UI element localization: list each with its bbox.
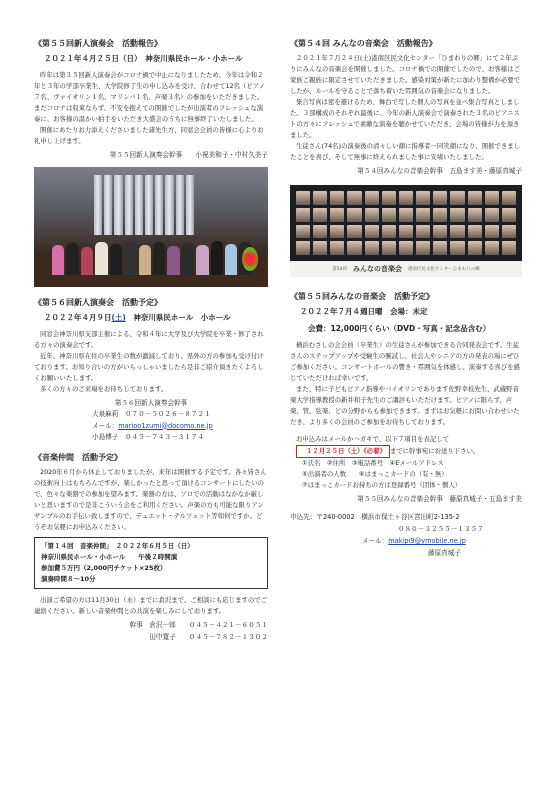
section-heading-55-plan: 《第５５回みんなの音楽会 活動予定》 <box>290 292 434 301</box>
paragraph: 生徒さん(74名)の演奏後の清々しい顔に指導者一同笑顔になり、開催できましたことを喜び、そして無事に終えられました事に安堵いたしました。 <box>290 142 521 161</box>
signature: 第５５回新人演奏会幹事 小祝美和子・中村久美子 <box>109 151 268 159</box>
signature: 第５５回みんなの音楽会幹事 藤原真城子・五島ます美 <box>357 495 522 503</box>
application-items: ①氏名 ②住所 ③電話番号 ④Eメールアドレス ⑤出演者の人数 ⑥はまっこカードの（有・無） ⑦はまっこカードお持ちの方は登録番号（団体・個人） <box>302 459 462 489</box>
paragraph: 横浜むさしの会会員（卒業生）の生徒さんが参加できる合同発表会です。生徒さんのステップアップや受験生の腕試し、社会人やシニアの方の発表の場にぜひご参加ください。コンサートホールの響き・雰囲気を体感し、演奏する喜びを感じていただければ幸いです。 <box>290 341 520 382</box>
signature: 田中寛子 ０４５－７８２－１３０２ <box>149 632 268 641</box>
section-heading-55-report: 《第５５回新人演奏会 活動報告》 <box>34 39 162 48</box>
signature: 第５６回新人演奏会幹事 <box>114 399 188 407</box>
paragraph: 近年、神奈川県在住の卒業生の数が激減しており、県外の方の参加も受け付けております。お知り合いの方がいらっしゃいましたら是非ご紹介頂きたくよろしくお願いいたします。 <box>34 352 264 382</box>
paragraph: 2020年６月から休止しておりましたが、来年は開催する予定です。各々皆さんの技術向上はもちろんですが、楽しかったと思って頂けるコンサートにしたいので、色々な楽器での参加を望みます。楽器の方は、ソロでの活動はなかなか厳しいと思いますので是非こういう会をご利用ください。声楽の方も可能な限りアンサンブルのお手伝い致しますので、デュエット・テルツェット等如何ですか。どうぞお気軽にお申込みください。 <box>34 467 267 531</box>
deadline-line: １２月２５日（土）《必着》 までに幹事宛にお送り下さい。 <box>290 445 522 458</box>
signature: 幹事 倉沢一郎 ０４５－４２１－６０５１ <box>129 620 268 629</box>
paragraph: ２０２１年７月２４日(土)港南区民文化センター「ひまわりの郷」にて２年ぶりにみんなの音楽会を開催しました。コロナ禍での開催でしたので、お客様はご家族ご親族に限定させていただきました。感染対策が新たに加わり整備が必要でしたが、ルールを守ることで落ち着いた雰囲気の音楽会になりました。 <box>290 54 521 95</box>
concert-banner: 第54回 みんなの音楽会 港南区民文化センターひまわりの郷 <box>290 261 522 277</box>
section-date-55-report: ２０２１年４月２５日（日） 神奈川県民ホール・小ホール <box>44 54 243 63</box>
deadline-badge: １２月２５日（土）《必着》 <box>296 445 390 458</box>
organ-pipes <box>94 175 194 235</box>
section-heading-music-friends: 《音楽仲間 活動予定》 <box>34 452 122 462</box>
contact-block: 大泉麻莉 ０７０－５０２６－８７２１ メール：marioo1zumi@docomo.ne.jp 小島博子 ０４５－７４３－３１７４ <box>92 410 213 441</box>
paragraph: 多くの方々のご来場をお待ちしております。 <box>40 385 168 393</box>
participant-photo-grid <box>290 185 522 261</box>
section-heading-54-report: 《第５４回 みんなの音楽会 活動報告》 <box>290 39 437 48</box>
application-address: 申込先：〒240-0002 横浜市保土ヶ谷区宮田町2-135-2 ０８０－３２５５－１３５７ メール：makipi9@ymobile.ne.jp 藤原真城子 <box>290 513 484 557</box>
paragraph: 出演ご希望の方は11月30日（水）までに倉沢まで、ご相談にも応じますのでご連絡ください。新しい音楽仲間との共演を楽しみにしております。 <box>34 595 268 615</box>
paragraph: 昨年は第３５回新人演奏会がコロナ禍で中止になりましたため、今年は令和２年と３年の学部卒業生、大学院修了生の申し込みを受け、合わせて12名（ピアノ７名、ヴァイオリン１名、マリンバ１名、声楽３名）の参加をいただきました。まだコロナは収束ならず、不安を抱えての開催でしたが出演者のフレッシュな演奏に、お客様の温かい拍手をいただき大盛会のうちに無事終了いたしました。 <box>34 71 266 123</box>
right-column <box>290 38 522 559</box>
paragraph: また、特に子どもピアノ指導やバイオリンであります佐野幸枝先生、武蔵野音楽大学指導教授の新井和子先生のご講評もいただけます。ピアノに限らず、声楽、管、弦楽、どの分野からも参加できます。まずはお気軽にお問い合わせいただき、より多くの会員のご参加をお待ちしております。 <box>290 385 520 426</box>
email-link[interactable]: makipi9@ymobile.ne.jp <box>388 537 466 545</box>
section-date-56-plan: ２０２２年４月９日(土) 神奈川県民ホール 小ホール <box>44 313 231 322</box>
flower-bouquet <box>242 247 258 271</box>
event-info-box: 「第１４回 音楽仲間」 ２０２２年６月５日（日） 神奈川県民ホール・小ホール 午後２時開演 参加費５万円（2,000円チケット×25枚） 演奏時間８～10分 <box>34 537 268 589</box>
event-date: ２０２２年７月４週日曜 会場：未定 <box>300 307 428 316</box>
paragraph: 開催にあたりお力添えくださいました諸先生方、同窓会会員の皆様に心よりお礼申し上げます。 <box>34 126 264 145</box>
section-heading-56-plan: 《第５６回新人演奏会 活動予定》 <box>34 298 162 307</box>
left-column <box>34 38 268 643</box>
performers-group <box>52 235 252 275</box>
apply-instructions: お申込みはメールかハガキで、以下７項目を表記して <box>296 435 450 443</box>
email-link[interactable]: marioo1zumi@docomo.ne.jp <box>118 421 213 430</box>
event-fee: 会費：12,000円くらい（DVD・写真・記念品含む） <box>308 324 491 333</box>
signature: 第５４回みんなの音楽会幹事 五島ます美・藤原真城子 <box>357 167 522 175</box>
paragraph: 集合写真は密を避けるため、舞台で写した個人の写真を並べ集合写真としました。３部構成のそれぞれ最後に、今年の新人演奏会で演奏された３名のピアニストの方々にフレッシュで素敵な演奏を聴かせていただき、会場の皆様が力を頂きました。 <box>290 98 520 139</box>
concert-group-photo <box>34 167 268 287</box>
paragraph: 同窓会神奈川県支部主催による、令和４年に大学及び大学院を卒業・修了される方々の演奏会です。 <box>34 330 264 349</box>
